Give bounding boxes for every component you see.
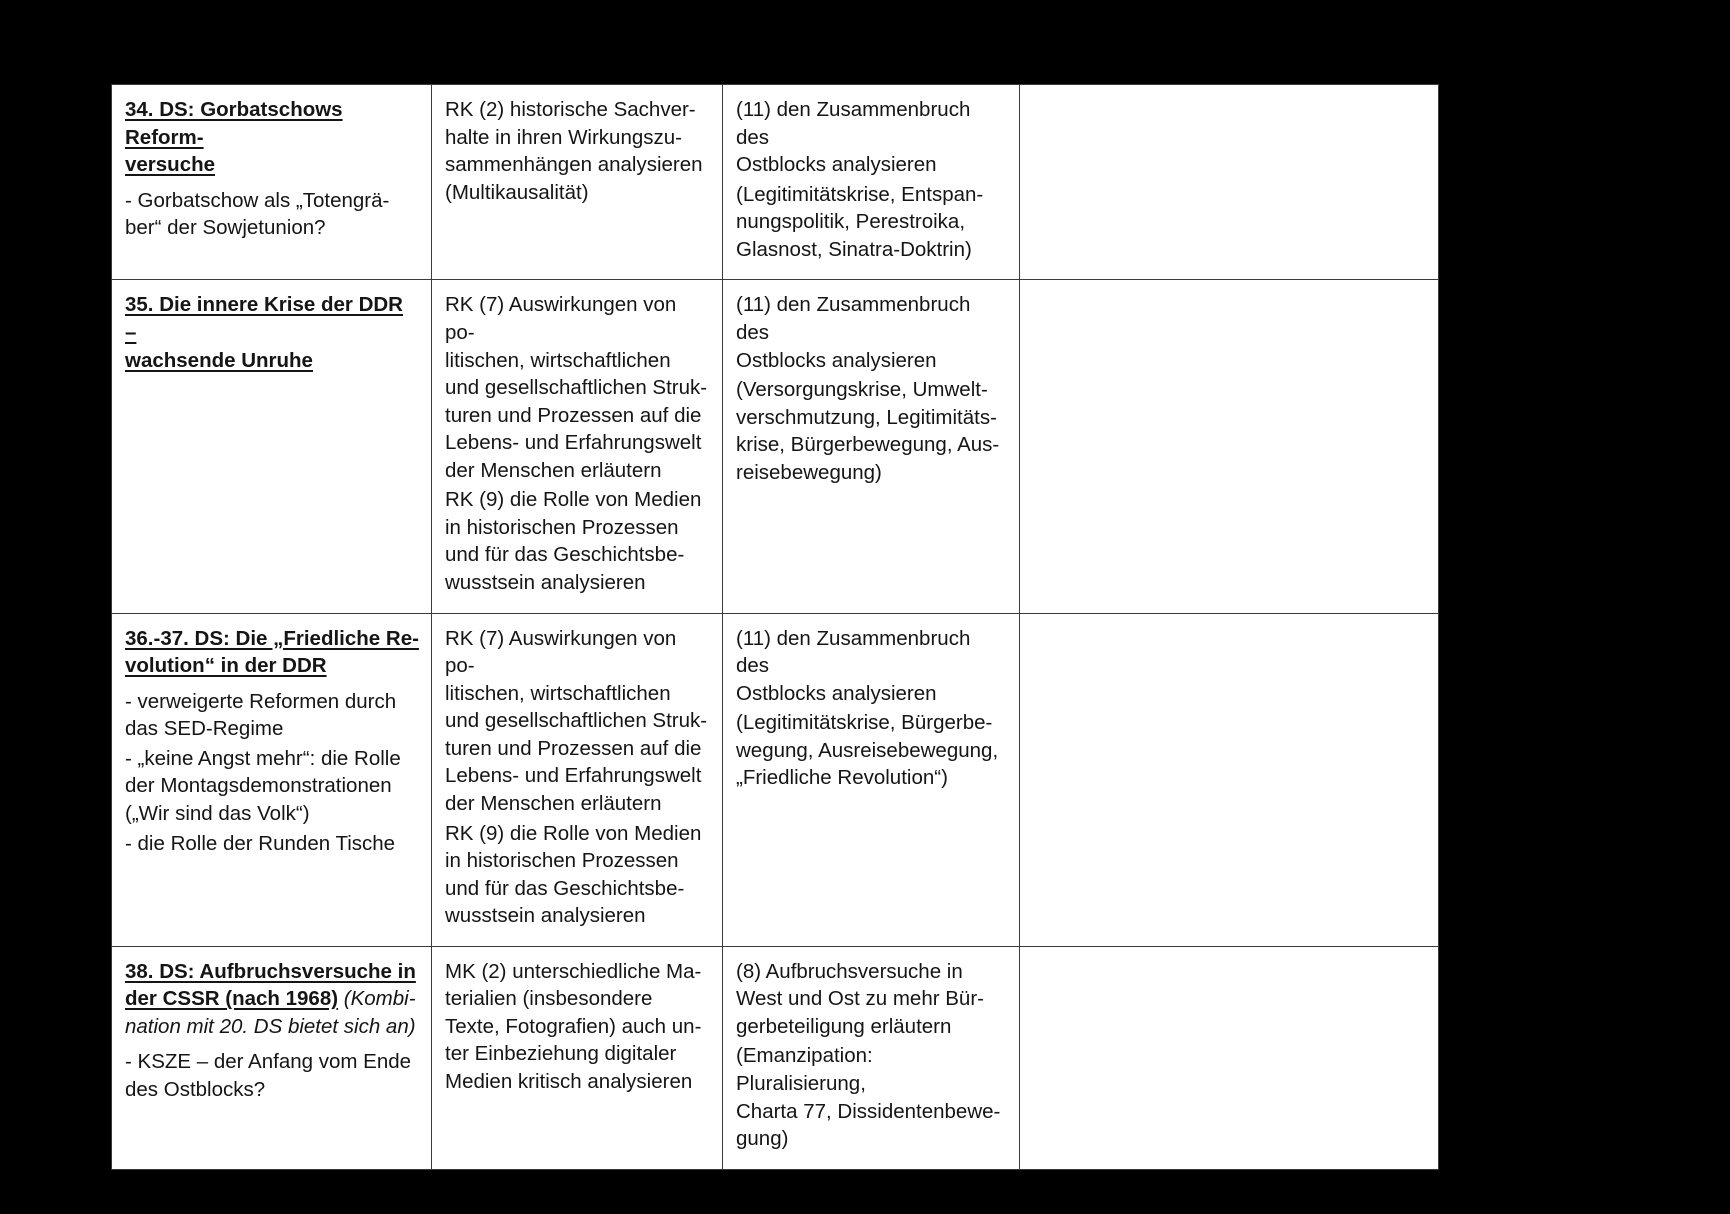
competence-line: wusstsein analysieren (445, 904, 646, 928)
content-line: Charta 77, Dissidentenbewe- (736, 1099, 1001, 1123)
content-item (736, 96, 1007, 179)
table-row (112, 946, 1439, 1169)
bullet-line: - „keine Angst mehr“: die Rolle (125, 746, 401, 770)
content-line: gerbeteiligung erläutern (736, 1014, 952, 1038)
bullet-line: - die Rolle der Runden Tische (125, 831, 396, 855)
competence-item (445, 96, 710, 206)
cell-content (723, 85, 1020, 280)
competence-line: litischen, wirtschaftlichen (445, 681, 671, 705)
content-line: (Legitimitätskrise, Entspan- (736, 182, 984, 206)
competence-line: RK (7) Auswirkungen von po- (445, 293, 677, 344)
competence-line: Medien kritisch analysieren (445, 1070, 693, 1093)
competence-line: turen und Prozessen auf die (445, 403, 702, 427)
bullet-line: der Montagsdemonstrationen (125, 774, 392, 798)
competence-line: Lebens- und Erfahrungswelt (445, 431, 702, 455)
topic-heading-note: (Kombi- (343, 987, 416, 1011)
content-line: Ostblocks analysieren (736, 681, 937, 705)
content-line: West und Ost zu mehr Bür- (736, 987, 984, 1011)
cell-topic (112, 280, 432, 613)
cell-notes[interactable] (1020, 946, 1439, 1169)
cell-competences (432, 946, 723, 1169)
competence-line: RK (9) die Rolle von Medien (445, 488, 702, 512)
content-line: (Legitimitätskrise, Bürgerbe- (736, 711, 993, 735)
competence-line: Lebens- und Erfahrungswelt (445, 764, 702, 788)
topic-heading-line: 36.-37. DS: Die „Friedliche Re- (125, 626, 419, 650)
competence-line: terialien (insbesondere (445, 987, 653, 1011)
competence-line: und gesellschaftlichen Struk- (445, 376, 708, 400)
topic-heading-line: 38. DS: Aufbruchsversuche in (125, 959, 416, 983)
competence-line: litischen, wirtschaftlichen (445, 348, 671, 372)
competence-line: MK (2) unterschiedliche Ma- (445, 959, 702, 983)
content-item (736, 625, 1007, 708)
competence-line: turen und Prozessen auf die (445, 736, 702, 760)
competence-line: RK (2) historische Sachver- (445, 98, 696, 121)
content-detail (736, 1042, 1007, 1152)
cell-notes[interactable] (1020, 613, 1439, 946)
content-line: (Emanzipation: Pluralisierung, (736, 1044, 873, 1095)
competence-line: RK (7) Auswirkungen von po- (445, 626, 677, 678)
content-line: (11) den Zusammenbruch des (736, 293, 971, 344)
table-body (112, 85, 1439, 1170)
content-line: Ostblocks analysieren (736, 348, 937, 372)
cell-notes[interactable] (1020, 280, 1439, 613)
competence-line: der Menschen erläutern (445, 791, 662, 815)
cell-content (723, 946, 1020, 1169)
topic-bullet (125, 688, 419, 743)
document-page (111, 84, 1438, 1170)
cell-competences (432, 85, 723, 280)
competence-line: sammenhängen analysieren (445, 153, 703, 177)
bullet-line: - KSZE – der Anfang vom Ende (125, 1050, 412, 1074)
cell-competences (432, 613, 723, 946)
topic-heading (125, 291, 419, 374)
content-line: reisebewegung) (736, 460, 882, 484)
competence-line: (Multikausalität) (445, 180, 589, 204)
content-detail (736, 181, 1007, 264)
competence-line: und für das Geschichtsbe- (445, 876, 685, 900)
content-line: (Versorgungskrise, Umwelt- (736, 378, 988, 402)
topic-bullet (125, 745, 419, 828)
topic-heading-line: volution“ in der DDR (125, 654, 327, 678)
bullet-line: das SED-Regime (125, 717, 284, 741)
competence-item (445, 958, 710, 1096)
curriculum-table (111, 84, 1439, 1170)
competence-line: und für das Geschichtsbe- (445, 543, 685, 567)
topic-heading (125, 96, 419, 179)
content-line: Ostblocks analysieren (736, 153, 937, 177)
topic-heading-line: 35. Die innere Krise der DDR – (125, 293, 403, 344)
topic-bullet (125, 830, 419, 858)
topic-heading (125, 625, 419, 680)
bullet-line: - Gorbatschow als „Totengrä- (125, 188, 390, 212)
content-item (736, 291, 1007, 374)
topic-bullet (125, 187, 419, 242)
competence-item (445, 486, 710, 596)
content-line: nungspolitik, Perestroika, (736, 210, 966, 234)
competence-line: der Menschen erläutern (445, 458, 662, 482)
topic-heading-line: wachsende Unruhe (125, 348, 313, 372)
competence-line: wusstsein analysieren (445, 571, 646, 594)
content-line: krise, Bürgerbewegung, Aus- (736, 433, 1000, 457)
competence-line: ter Einbeziehung digitaler (445, 1042, 677, 1066)
topic-heading (125, 958, 419, 1041)
competence-line: in historischen Prozessen (445, 515, 679, 539)
table-row (112, 280, 1439, 613)
table-row (112, 613, 1439, 946)
cell-notes[interactable] (1020, 85, 1439, 280)
content-line: „Friedliche Revolution“) (736, 766, 948, 790)
cell-topic (112, 85, 432, 280)
content-line: Glasnost, Sinatra-Doktrin) (736, 237, 972, 261)
cell-competences (432, 280, 723, 613)
content-line: (11) den Zusammenbruch des (736, 98, 971, 149)
competence-line: halte in ihren Wirkungszu- (445, 125, 682, 149)
cell-topic (112, 946, 432, 1169)
content-detail (736, 376, 1007, 486)
competence-line: und gesellschaftlichen Struk- (445, 709, 708, 733)
competence-line: in historischen Prozessen (445, 849, 679, 873)
cell-topic (112, 613, 432, 946)
table-row (112, 85, 1439, 280)
competence-line: RK (9) die Rolle von Medien (445, 821, 702, 845)
content-detail (736, 709, 1007, 792)
topic-heading-line: versuche (125, 153, 216, 177)
competence-item (445, 625, 710, 818)
topic-heading-line: 34. DS: Gorbatschows Reform- (125, 98, 343, 149)
topic-heading-line: der CSSR (nach 1968) (Kombi- (125, 987, 416, 1011)
bullet-line: des Ostblocks? (125, 1078, 266, 1101)
bullet-line: („Wir sind das Volk“) (125, 801, 310, 825)
content-line: (11) den Zusammenbruch des (736, 626, 971, 678)
cell-content (723, 280, 1020, 613)
content-line: wegung, Ausreisebewegung, (736, 738, 999, 762)
topic-bullet (125, 1048, 419, 1103)
competence-item (445, 291, 710, 484)
cell-content (723, 613, 1020, 946)
topic-heading-note: nation mit 20. DS bietet sich an) (125, 1014, 416, 1038)
bullet-line: ber“ der Sowjetunion? (125, 216, 326, 240)
content-line: gung) (736, 1127, 789, 1151)
content-item (736, 958, 1007, 1041)
bullet-line: - verweigerte Reformen durch (125, 689, 397, 713)
content-line: verschmutzung, Legitimitäts- (736, 405, 997, 429)
competence-item (445, 820, 710, 930)
content-line: (8) Aufbruchsversuche in (736, 959, 963, 983)
competence-line: Texte, Fotografien) auch un- (445, 1014, 702, 1038)
